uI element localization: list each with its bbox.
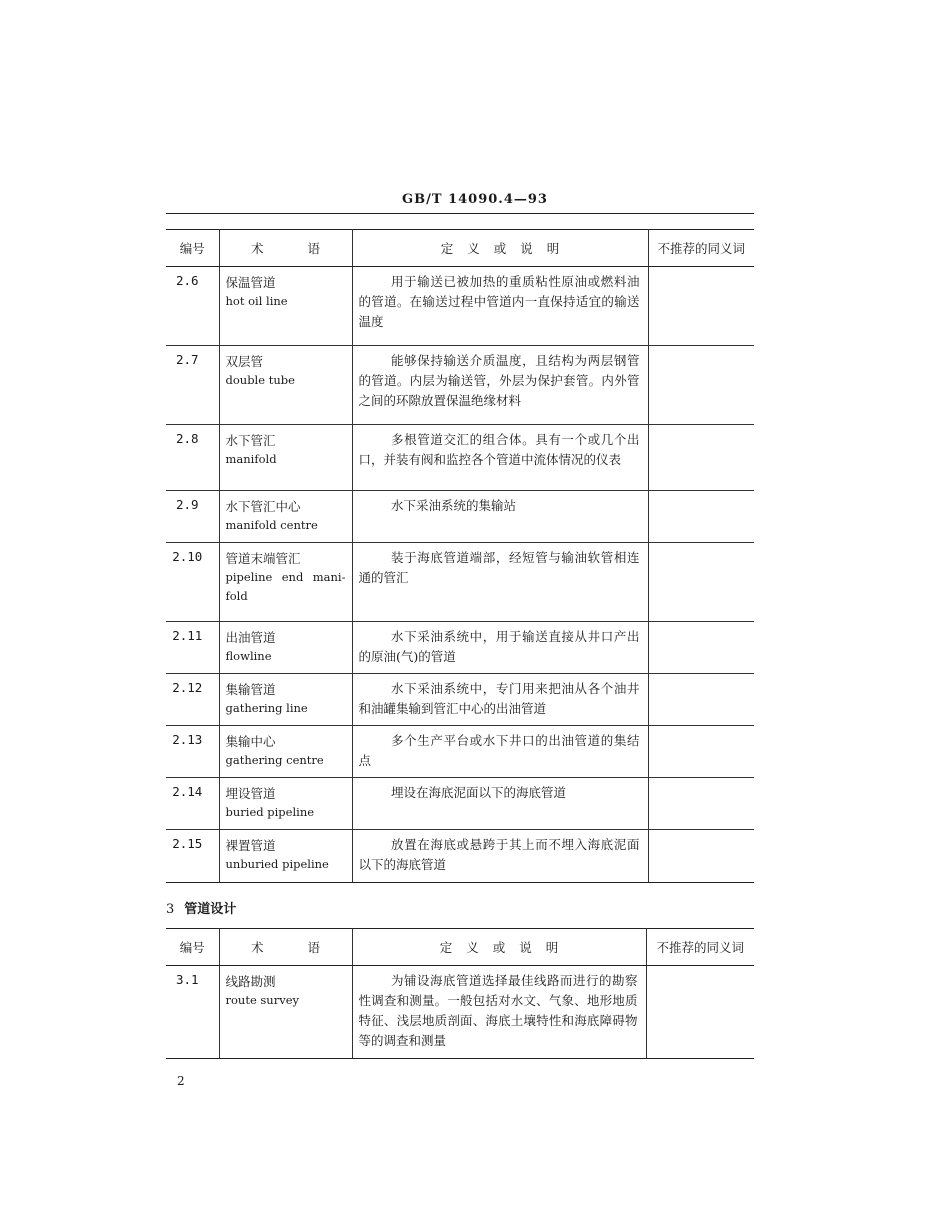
header-synonym: 不推荐的同义词 bbox=[646, 929, 754, 966]
term-chinese: 裸置管道 bbox=[225, 838, 276, 853]
term-synonym bbox=[648, 267, 754, 346]
term-number: 2.12 bbox=[166, 674, 219, 726]
section-title: 管道设计 bbox=[184, 902, 237, 917]
term-definition: 装于海底管道端部，经短管与输油软管相连通的管汇 bbox=[352, 543, 648, 622]
term-synonym bbox=[648, 726, 754, 778]
term-definition: 多根管道交汇的组合体。具有一个或几个出口，并装有阀和监控各个管道中流体情况的仪表 bbox=[352, 425, 648, 491]
term-chinese: 集输中心 bbox=[225, 734, 276, 749]
term-synonym bbox=[646, 966, 754, 1059]
table-row bbox=[166, 674, 754, 726]
term-english: pipeline end mani- bbox=[225, 570, 346, 584]
term-cell bbox=[219, 543, 352, 622]
term-synonym bbox=[648, 622, 754, 674]
term-synonym bbox=[648, 674, 754, 726]
term-definition: 水下采油系统的集输站 bbox=[352, 491, 648, 543]
term-chinese: 保温管道 bbox=[225, 275, 276, 290]
table-header-row bbox=[166, 929, 754, 966]
terms-table-section-3 bbox=[166, 928, 754, 1059]
term-number: 2.14 bbox=[166, 778, 219, 830]
standard-code-header: GB/T 14090.4—93 bbox=[402, 192, 548, 207]
table-row bbox=[166, 425, 754, 491]
table-row bbox=[166, 778, 754, 830]
term-english: unburied pipeline bbox=[225, 857, 329, 871]
header-num: 编号 bbox=[166, 230, 219, 267]
term-english: hot oil line bbox=[225, 294, 288, 308]
term-synonym bbox=[648, 346, 754, 425]
term-cell bbox=[219, 491, 352, 543]
table-row bbox=[166, 830, 754, 883]
term-synonym bbox=[648, 425, 754, 491]
table-row bbox=[166, 346, 754, 425]
term-chinese: 双层管 bbox=[225, 354, 264, 369]
term-chinese: 线路勘测 bbox=[225, 974, 276, 989]
term-chinese: 水下管汇中心 bbox=[225, 499, 301, 514]
section-number: 3 bbox=[166, 902, 175, 917]
term-english: buried pipeline bbox=[225, 805, 315, 819]
table-row bbox=[166, 622, 754, 674]
term-definition: 放置在海底或悬跨于其上而不埋入海底泥面以下的海底管道 bbox=[352, 830, 648, 883]
term-number: 2.10 bbox=[166, 543, 219, 622]
term-synonym bbox=[648, 491, 754, 543]
term-synonym bbox=[648, 543, 754, 622]
term-number: 2.15 bbox=[166, 830, 219, 883]
term-chinese: 水下管汇 bbox=[225, 433, 276, 448]
table-row bbox=[166, 966, 754, 1059]
term-cell bbox=[219, 778, 352, 830]
term-definition: 能够保持输送介质温度，且结构为两层钢管的管道。内层为输送管，外层为保护套管。内外管之间的环隙放置保温绝缘材料 bbox=[352, 346, 648, 425]
term-english: gathering centre bbox=[225, 753, 324, 767]
term-definition: 为铺设海底管道选择最佳线路而进行的勘察性调查和测量。一般包括对水文、气象、地形地质特征、浅层地质剖面、海底土壤特性和海底障碍物等的调查和测量 bbox=[352, 966, 646, 1059]
terms-table-section-2 bbox=[166, 229, 754, 883]
term-definition: 多个生产平台或水下井口的出油管道的集结点 bbox=[352, 726, 648, 778]
term-number: 2.9 bbox=[166, 491, 219, 543]
header-definition: 定义或说明 bbox=[352, 929, 646, 966]
table-row bbox=[166, 491, 754, 543]
term-english: route survey bbox=[225, 993, 300, 1007]
term-english: manifold bbox=[225, 452, 277, 466]
table-header-row bbox=[166, 230, 754, 267]
page-number: 2 bbox=[177, 1074, 185, 1088]
header-rule bbox=[166, 213, 754, 214]
term-english-continued: fold bbox=[225, 589, 248, 603]
header-synonym: 不推荐的同义词 bbox=[648, 230, 754, 267]
term-english: flowline bbox=[225, 649, 272, 663]
table-row bbox=[166, 267, 754, 346]
table-row bbox=[166, 726, 754, 778]
term-english: gathering line bbox=[225, 701, 308, 715]
term-chinese: 埋设管道 bbox=[225, 786, 276, 801]
term-number: 2.13 bbox=[166, 726, 219, 778]
term-cell bbox=[219, 622, 352, 674]
term-cell bbox=[219, 830, 352, 883]
term-cell bbox=[219, 674, 352, 726]
header-num: 编号 bbox=[166, 929, 219, 966]
term-cell bbox=[219, 267, 352, 346]
term-number: 2.7 bbox=[166, 346, 219, 425]
term-cell bbox=[219, 966, 352, 1059]
term-number: 2.11 bbox=[166, 622, 219, 674]
term-number: 2.8 bbox=[166, 425, 219, 491]
term-synonym bbox=[648, 830, 754, 883]
term-english: manifold centre bbox=[225, 518, 318, 532]
term-chinese: 集输管道 bbox=[225, 682, 276, 697]
term-english: double tube bbox=[225, 373, 295, 387]
term-number: 3.1 bbox=[166, 966, 219, 1059]
section-3-heading bbox=[166, 898, 236, 917]
term-cell bbox=[219, 726, 352, 778]
term-chinese: 出油管道 bbox=[225, 630, 276, 645]
term-number: 2.6 bbox=[166, 267, 219, 346]
term-definition: 水下采油系统中，专门用来把油从各个油井和油罐集输到管汇中心的出油管道 bbox=[352, 674, 648, 726]
term-definition: 水下采油系统中，用于输送直接从井口产出的原油(气)的管道 bbox=[352, 622, 648, 674]
header-term: 术语 bbox=[219, 230, 352, 267]
term-definition: 埋设在海底泥面以下的海底管道 bbox=[352, 778, 648, 830]
table-row bbox=[166, 543, 754, 622]
term-chinese: 管道末端管汇 bbox=[225, 551, 301, 566]
term-cell bbox=[219, 425, 352, 491]
term-synonym bbox=[648, 778, 754, 830]
term-cell bbox=[219, 346, 352, 425]
term-definition: 用于输送已被加热的重质粘性原油或燃料油的管道。在输送过程中管道内一直保持适宜的输送温度 bbox=[352, 267, 648, 346]
header-definition: 定义或说明 bbox=[352, 230, 648, 267]
header-term: 术语 bbox=[219, 929, 352, 966]
